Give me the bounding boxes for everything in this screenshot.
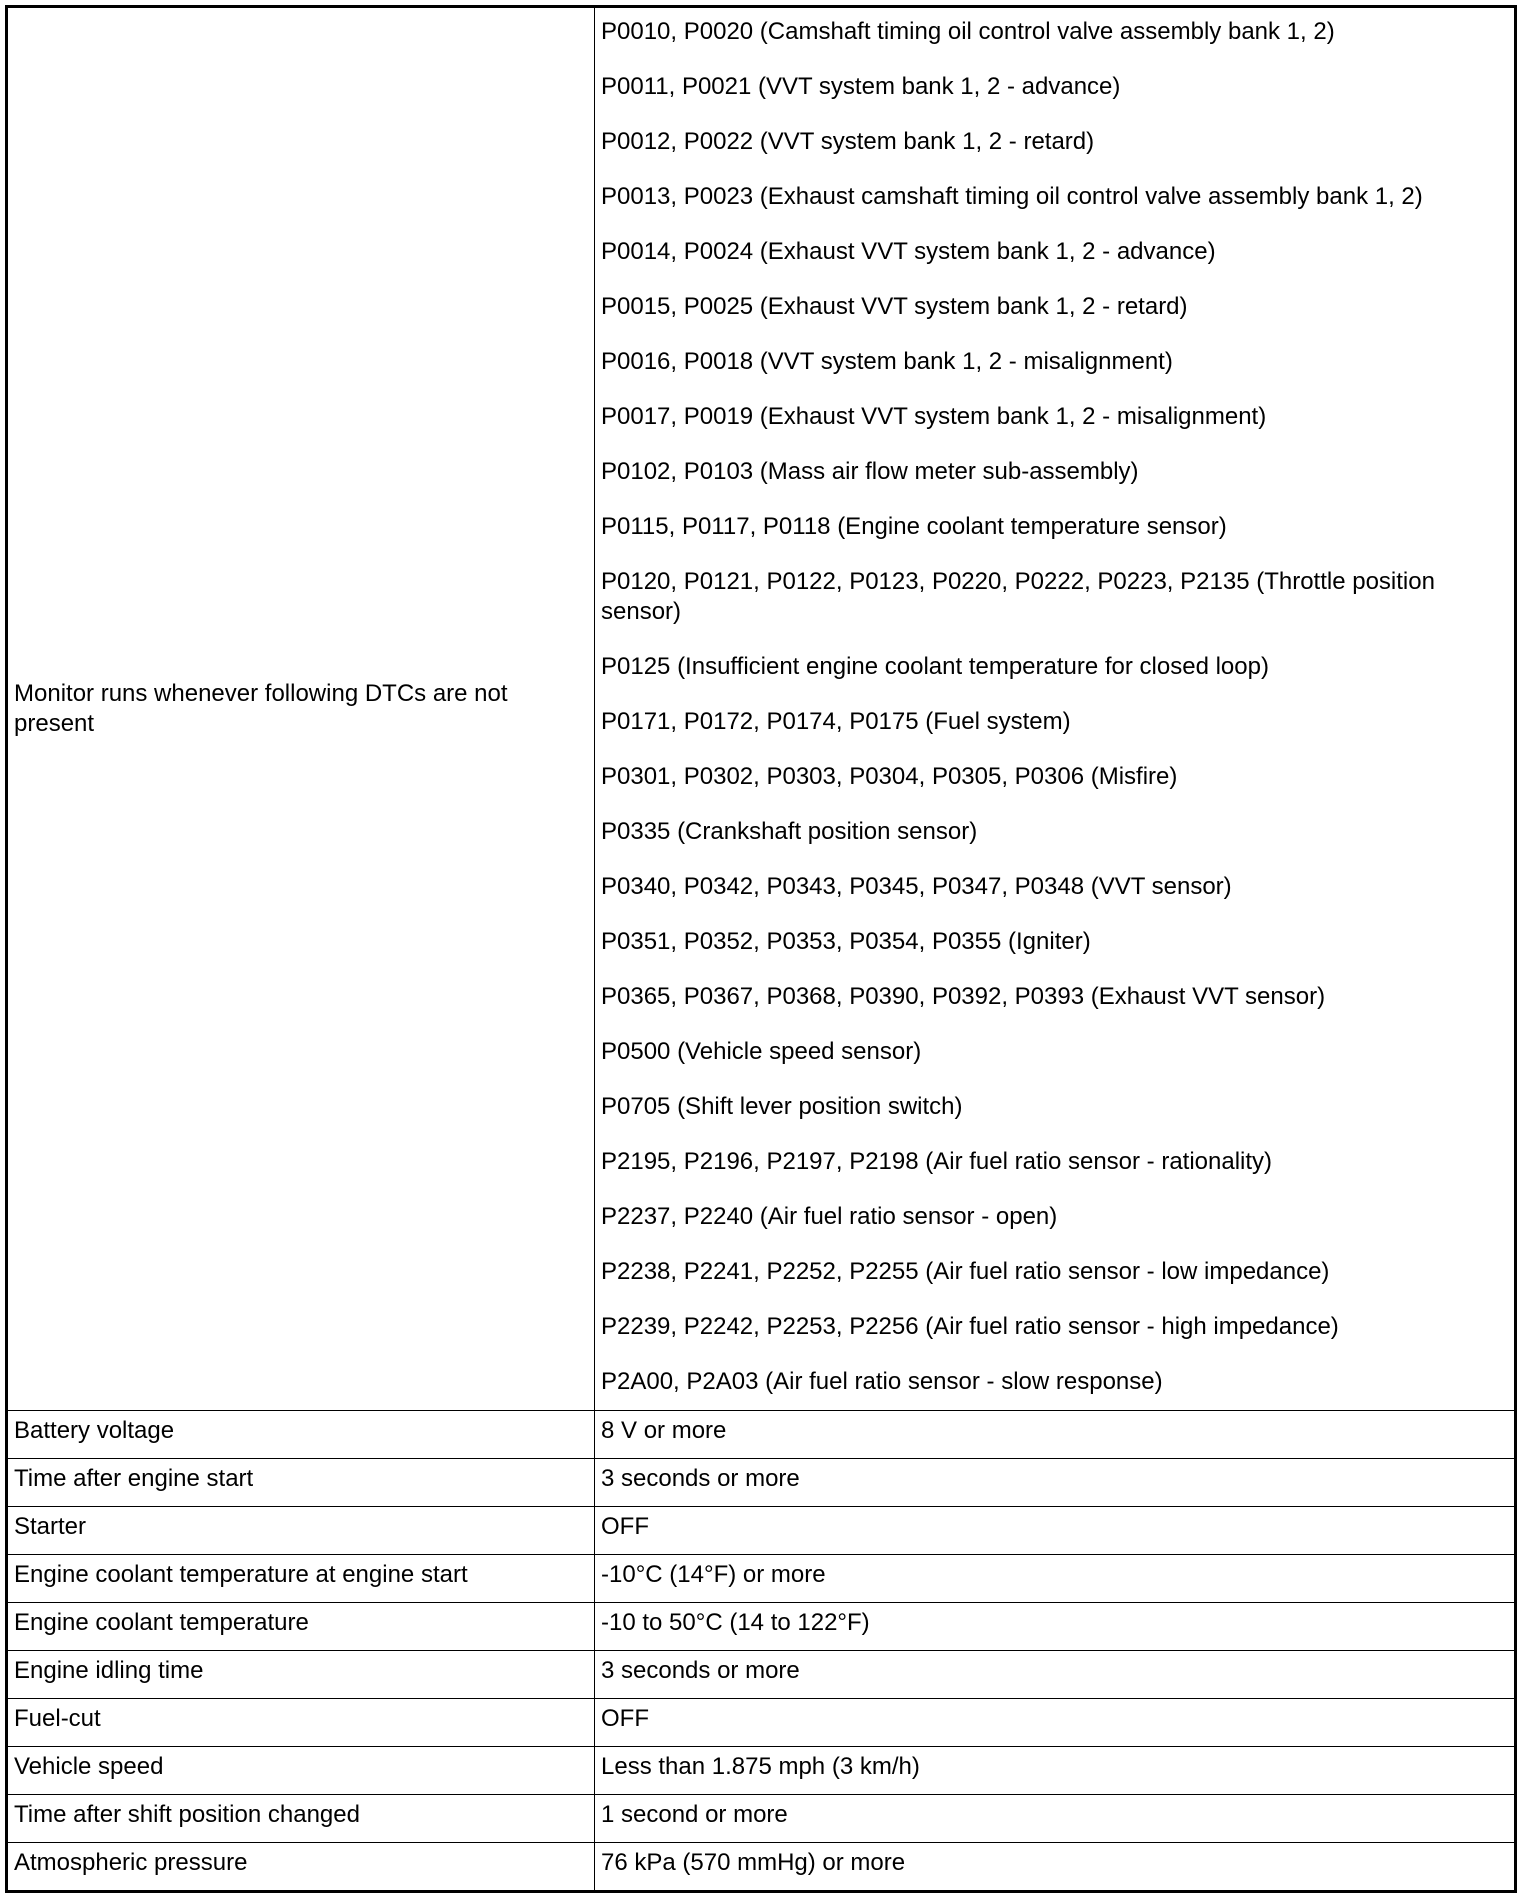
row-value: 3 seconds or more — [595, 1459, 1516, 1507]
row-label: Fuel-cut — [7, 1699, 595, 1747]
row-value: Less than 1.875 mph (3 km/h) — [595, 1747, 1516, 1795]
table-row — [7, 1843, 1516, 1892]
dtc-item: P0705 (Shift lever position switch) — [601, 1093, 963, 1120]
row-label: Vehicle speed — [7, 1747, 595, 1795]
row-value: OFF — [595, 1507, 1516, 1555]
row-label: Time after shift position changed — [7, 1795, 595, 1843]
dtc-item: P0010, P0020 (Camshaft timing oil control valve assembly bank 1, 2) — [601, 18, 1335, 45]
table-row — [7, 1459, 1516, 1507]
dtc-item: P2A00, P2A03 (Air fuel ratio sensor - slow response) — [601, 1368, 1163, 1395]
dtc-row-label: Monitor runs whenever following DTCs are not present — [7, 7, 595, 1411]
table-row — [7, 1507, 1516, 1555]
row-label: Time after engine start — [7, 1459, 595, 1507]
dtc-item: P0125 (Insufficient engine coolant temperature for closed loop) — [601, 653, 1269, 680]
dtc-item: P0171, P0172, P0174, P0175 (Fuel system) — [601, 708, 1071, 735]
dtc-item: P2238, P2241, P2252, P2255 (Air fuel ratio sensor - low impedance) — [601, 1258, 1330, 1285]
row-value: -10°C (14°F) or more — [595, 1555, 1516, 1603]
dtc-item: P2237, P2240 (Air fuel ratio sensor - open) — [601, 1203, 1058, 1230]
dtc-item: P0115, P0117, P0118 (Engine coolant temperature sensor) — [601, 513, 1227, 540]
table-row — [7, 1603, 1516, 1651]
dtc-item: P2239, P2242, P2253, P2256 (Air fuel ratio sensor - high impedance) — [601, 1313, 1339, 1340]
row-value: 76 kPa (570 mmHg) or more — [595, 1843, 1516, 1892]
row-label: Atmospheric pressure — [7, 1843, 595, 1892]
dtc-item: P0365, P0367, P0368, P0390, P0392, P0393 (Exhaust VVT sensor) — [601, 983, 1326, 1010]
row-label: Engine idling time — [7, 1651, 595, 1699]
row-label: Starter — [7, 1507, 595, 1555]
row-label: Engine coolant temperature — [7, 1603, 595, 1651]
dtc-item: P0335 (Crankshaft position sensor) — [601, 818, 978, 845]
dtc-item: P0015, P0025 (Exhaust VVT system bank 1, 2 - retard) — [601, 293, 1188, 320]
conditions-table — [5, 5, 1517, 1893]
row-value: -10 to 50°C (14 to 122°F) — [595, 1603, 1516, 1651]
row-value: OFF — [595, 1699, 1516, 1747]
table-row — [7, 1747, 1516, 1795]
dtc-item: P0102, P0103 (Mass air flow meter sub-assembly) — [601, 458, 1139, 485]
table-row — [7, 1411, 1516, 1459]
table-row — [7, 1555, 1516, 1603]
dtc-item: P0340, P0342, P0343, P0345, P0347, P0348 (VVT sensor) — [601, 873, 1232, 900]
row-value: 8 V or more — [595, 1411, 1516, 1459]
table-row — [7, 1795, 1516, 1843]
dtc-item: P0017, P0019 (Exhaust VVT system bank 1, 2 - misalignment) — [601, 403, 1267, 430]
dtc-item: P0351, P0352, P0353, P0354, P0355 (Igniter) — [601, 928, 1091, 955]
dtc-item: P0014, P0024 (Exhaust VVT system bank 1, 2 - advance) — [601, 238, 1216, 265]
dtc-item: P0500 (Vehicle speed sensor) — [601, 1038, 922, 1065]
row-value: 1 second or more — [595, 1795, 1516, 1843]
dtc-item: P0301, P0302, P0303, P0304, P0305, P0306 (Misfire) — [601, 763, 1178, 790]
row-label: Engine coolant temperature at engine start — [7, 1555, 595, 1603]
row-label: Battery voltage — [7, 1411, 595, 1459]
dtc-item: P0013, P0023 (Exhaust camshaft timing oil control valve assembly bank 1, 2) — [601, 183, 1423, 210]
dtc-item: P0012, P0022 (VVT system bank 1, 2 - retard) — [601, 128, 1095, 155]
dtc-item: P0120, P0121, P0122, P0123, P0220, P0222, P0223, P2135 (Throttle position sensor) — [601, 568, 1435, 625]
dtc-item: P0011, P0021 (VVT system bank 1, 2 - advance) — [601, 73, 1121, 100]
dtc-item: P2195, P2196, P2197, P2198 (Air fuel ratio sensor - rationality) — [601, 1148, 1273, 1175]
row-value: 3 seconds or more — [595, 1651, 1516, 1699]
table-row — [7, 1651, 1516, 1699]
dtc-list — [595, 7, 1516, 1411]
dtc-row — [7, 7, 1516, 1411]
dtc-item: P0016, P0018 (VVT system bank 1, 2 - misalignment) — [601, 348, 1173, 375]
table-row — [7, 1699, 1516, 1747]
